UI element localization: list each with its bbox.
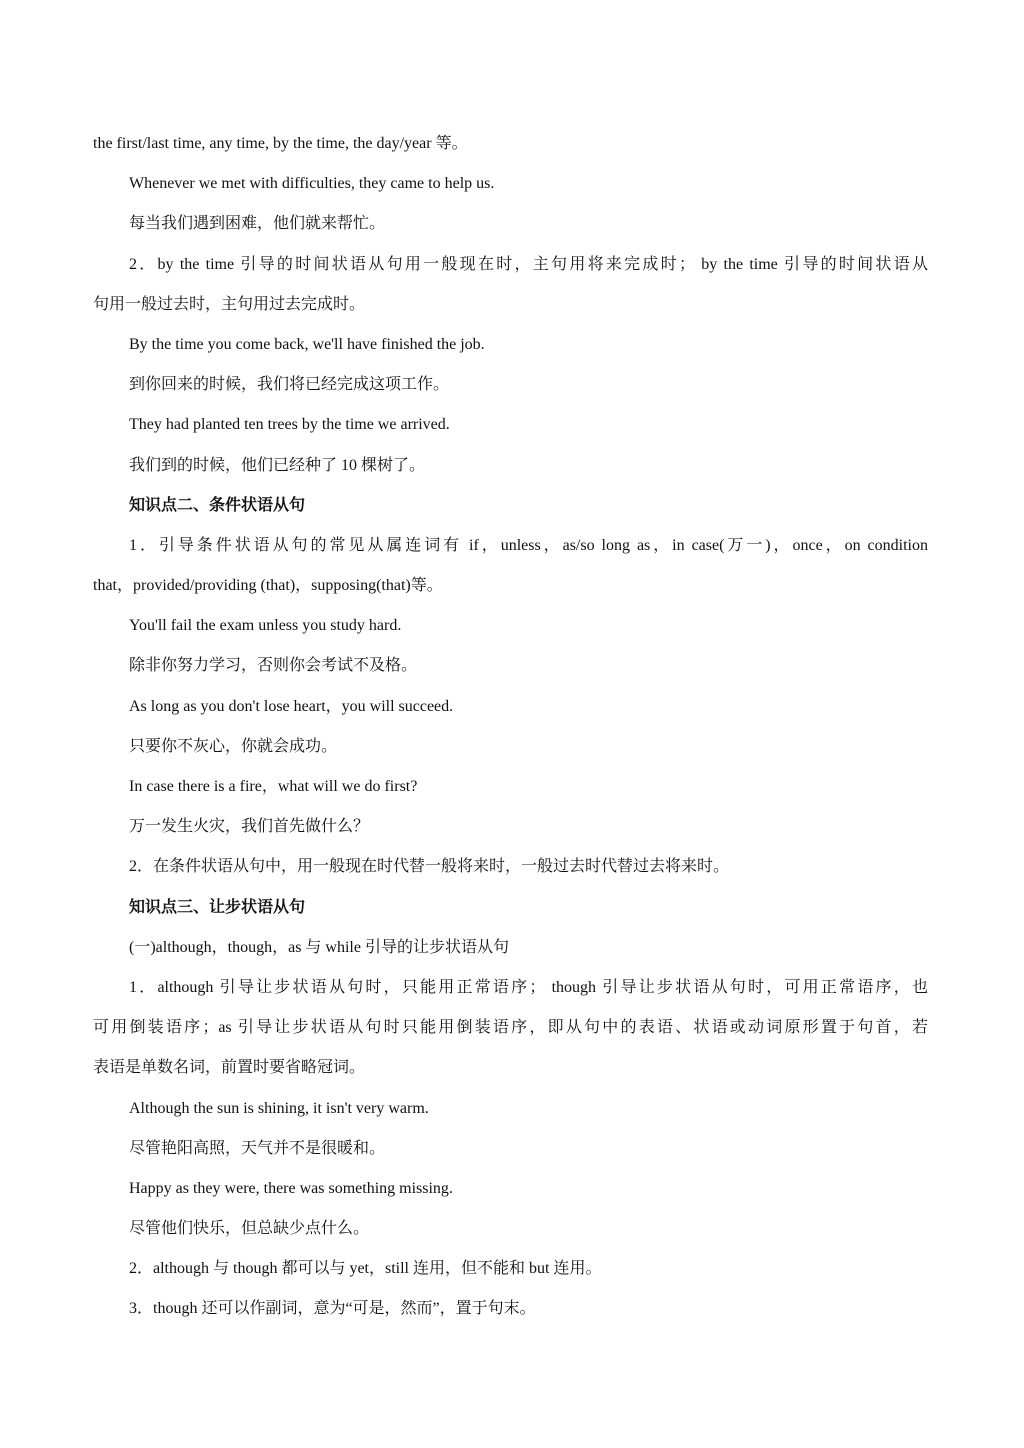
- text-line: 万一发生火灾，我们首先做什么？: [129, 818, 370, 836]
- section-heading: 知识点三、让步状语从句: [129, 898, 306, 916]
- text-line: Happy as they were, there was something missing.: [129, 1179, 453, 1197]
- text-line: 我们到的时候，他们已经种了 10 棵树了。: [129, 456, 426, 474]
- text-line: 1．引导条件状语从句的常见从属连词有 if，unless，as/so long as，in case(万一)，once，on condition: [129, 536, 928, 554]
- text-line: 尽管他们快乐，但总缺少点什么。: [129, 1220, 370, 1238]
- document-page: [0, 124, 1024, 1330]
- text-line: You'll fail the exam unless you study hard.: [129, 617, 402, 635]
- text-line: As long as you don't lose heart，you will succeed.: [129, 697, 454, 715]
- text-line: 2．although 与 though 都可以与 yet，still 连用，但不能和 but 连用。: [129, 1260, 602, 1278]
- text-line: 除非你努力学习，否则你会考试不及格。: [129, 657, 418, 675]
- text-line: 可用倒装语序；as 引导让步状语从句时只能用倒装语序，即从句中的表语、状语或动词原形置于句首，若: [93, 1019, 928, 1037]
- text-line: (一)although，though，as 与 while 引导的让步状语从句: [129, 938, 509, 956]
- text-line: the first/last time, any time, by the time, the day/year 等。: [93, 135, 468, 152]
- text-line: Whenever we met with difficulties, they came to help us.: [129, 175, 495, 193]
- text-line: In case there is a fire，what will we do first?: [129, 778, 418, 795]
- text-line: They had planted ten trees by the time we arrived.: [129, 416, 450, 434]
- text-line: 3．though 还可以作副词，意为“可是，然而”，置于句末。: [129, 1300, 536, 1318]
- text-line: 1．although 引导让步状语从句时，只能用正常语序； though 引导让步状语从句时，可用正常语序，也: [129, 978, 928, 996]
- text-line: By the time you come back, we'll have finished the job.: [129, 335, 485, 353]
- text-line: 句用一般过去时，主句用过去完成时。: [93, 295, 366, 313]
- text-line: 尽管艳阳高照，天气并不是很暖和。: [129, 1139, 386, 1157]
- text-line: that，provided/providing (that)，supposing(that)等。: [93, 577, 443, 595]
- text-line: 2．在条件状语从句中，用一般现在时代替一般将来时，一般过去时代替过去将来时。: [129, 858, 730, 876]
- text-line: 每当我们遇到困难，他们就来帮忙。: [129, 215, 386, 233]
- text-line: 表语是单数名词，前置时要省略冠词。: [93, 1059, 366, 1077]
- text-line: 2．by the time 引导的时间状语从句用一般现在时，主句用将来完成时； by the time 引导的时间状语从: [129, 255, 928, 273]
- section-heading: 知识点二、条件状语从句: [129, 496, 306, 514]
- text-line: 到你回来的时候，我们将已经完成这项工作。: [129, 376, 450, 394]
- text-line: Although the sun is shining, it isn't very warm.: [129, 1099, 429, 1117]
- text-line: 只要你不灰心，你就会成功。: [129, 737, 338, 755]
